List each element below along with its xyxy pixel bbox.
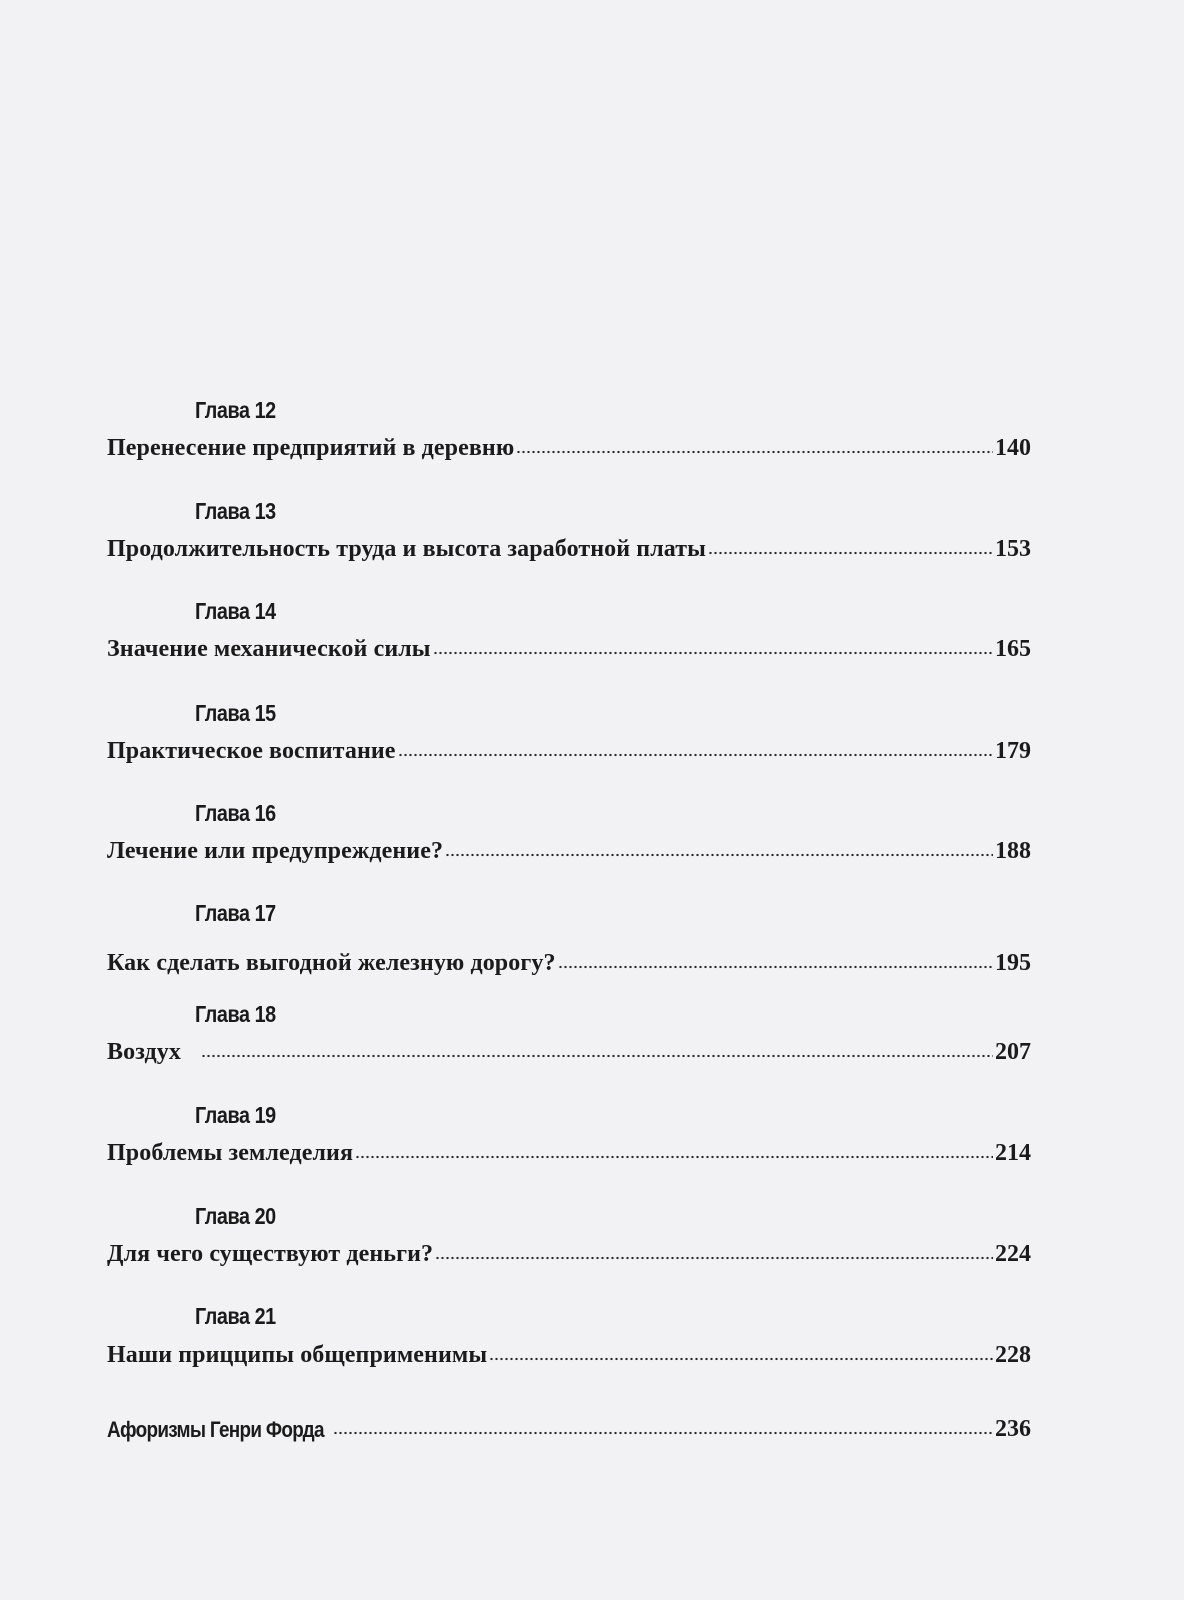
toc-entry-21[interactable] <box>107 1335 1031 1369</box>
toc-entry-15[interactable] <box>107 731 1031 765</box>
toc-entry-title: Проблемы земледелия <box>107 1140 354 1166</box>
dot-leader <box>445 852 993 858</box>
toc-entry-12[interactable] <box>107 428 1031 462</box>
chapter-label-21: Глава 21 <box>195 1303 276 1329</box>
chapter-label-12: Глава 12 <box>195 397 276 423</box>
chapter-label-15: Глава 15 <box>195 700 276 726</box>
toc-entry-title: Для чего существуют деньги? <box>107 1241 434 1267</box>
toc-entry-page: 228 <box>995 1342 1031 1368</box>
chapter-label-17: Глава 17 <box>195 900 276 926</box>
chapter-label-13: Глава 13 <box>195 498 276 524</box>
toc-entry-aphorisms[interactable] <box>107 1409 1031 1443</box>
dot-leader <box>201 1053 993 1059</box>
toc-entry-title: Наши прицципы общеприменимы <box>107 1342 488 1368</box>
chapter-label-18: Глава 18 <box>195 1001 276 1027</box>
chapter-label-14: Глава 14 <box>195 598 276 624</box>
chapter-label-20: Глава 20 <box>195 1203 276 1229</box>
toc-entry-16[interactable] <box>107 831 1031 865</box>
dot-leader <box>398 752 993 758</box>
dot-leader <box>489 1356 993 1362</box>
toc-entry-17[interactable] <box>107 943 1031 977</box>
toc-entry-title: Афоризмы Генри Форда <box>107 1417 324 1442</box>
dot-leader <box>433 650 993 656</box>
dot-leader <box>435 1255 993 1261</box>
toc-entry-title: Как сделать выгодной железную дорогу? <box>107 950 556 976</box>
toc-entry-page: 153 <box>995 536 1031 562</box>
toc-entry-13[interactable] <box>107 529 1031 563</box>
toc-entry-14[interactable] <box>107 629 1031 663</box>
toc-entry-18[interactable] <box>107 1032 1031 1066</box>
toc-entry-title: Лечение или предупреждение? <box>107 838 444 864</box>
toc-entry-19[interactable] <box>107 1133 1031 1167</box>
toc-entry-title: Практическое воспитание <box>107 738 396 764</box>
toc-entry-title: Воздух <box>107 1039 181 1065</box>
dot-leader <box>558 964 993 970</box>
toc-entry-20[interactable] <box>107 1234 1031 1268</box>
toc-entry-page: 165 <box>995 636 1031 662</box>
dot-leader <box>708 550 993 556</box>
toc-entry-title: Перенесение предприятий в деревню <box>107 435 515 461</box>
toc-entry-page: 188 <box>995 838 1031 864</box>
dot-leader <box>355 1154 993 1160</box>
dot-leader <box>333 1430 993 1436</box>
chapter-label-16: Глава 16 <box>195 800 276 826</box>
dot-leader <box>516 449 993 455</box>
toc-entry-page: 224 <box>995 1241 1031 1267</box>
toc-entry-page: 207 <box>995 1039 1031 1065</box>
toc-entry-page: 179 <box>995 738 1031 764</box>
toc-entry-page: 236 <box>995 1416 1031 1442</box>
toc-entry-title: Продолжительность труда и высота заработной платы <box>107 536 706 562</box>
toc-entry-page: 214 <box>995 1140 1031 1166</box>
toc-entry-title: Значение механической силы <box>107 636 431 662</box>
toc-entry-page: 195 <box>995 950 1031 976</box>
chapter-label-19: Глава 19 <box>195 1102 276 1128</box>
toc-entry-page: 140 <box>995 435 1031 461</box>
